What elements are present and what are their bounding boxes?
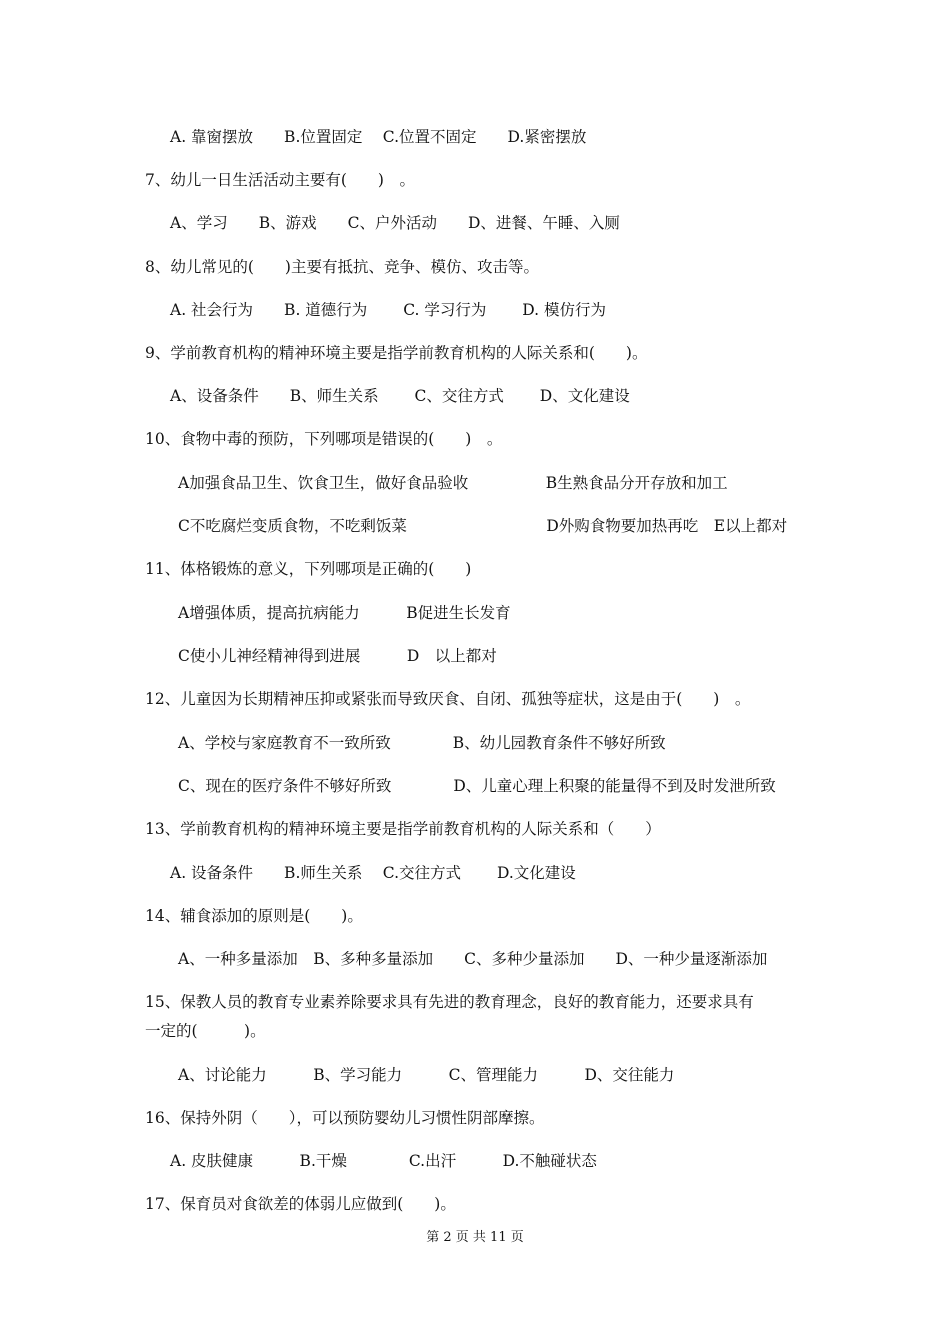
q13-options: A. 设备条件 B.师生关系 C.交往方式 D.文化建设: [170, 864, 576, 882]
q15-question-2: 一定的( )。: [145, 1022, 266, 1040]
q10-question: 10、食物中毒的预防，下列哪项是错误的( ) 。: [145, 430, 503, 448]
q16-options: A. 皮肤健康 B.干燥 C.出汗 D.不触碰状态: [170, 1152, 597, 1170]
q6-options: A. 靠窗摆放 B.位置固定 C.位置不固定 D.紧密摆放: [170, 128, 587, 146]
q8-question: 8、幼儿常见的( )主要有抵抗、竞争、模仿、攻击等。: [145, 258, 539, 276]
q7-options: A、学习 B、游戏 C、户外活动 D、进餐、午睡、入厕: [170, 214, 620, 232]
q10-options-2: C不吃腐烂变质食物，不吃剩饭菜 D外购食物要加热再吃 E以上都对: [178, 517, 788, 535]
q17-question: 17、保育员对食欲差的体弱儿应做到( )。: [145, 1195, 456, 1213]
q16-question: 16、保持外阴（ ），可以预防婴幼儿习惯性阴部摩擦。: [145, 1109, 545, 1127]
q12-question: 12、儿童因为长期精神压抑或紧张而导致厌食、自闭、孤独等症状，这是由于( ) 。: [145, 690, 751, 708]
q11-options-1: A增强体质，提高抗病能力 B促进生长发育: [178, 604, 511, 622]
q10-options-1: A加强食品卫生、饮食卫生，做好食品验收 B生熟食品分开存放和加工: [178, 474, 728, 492]
q11-options-2: C使小儿神经精神得到进展 D 以上都对: [178, 647, 497, 665]
q8-options: A. 社会行为 B. 道德行为 C. 学习行为 D. 模仿行为: [170, 301, 607, 319]
q9-options: A、设备条件 B、师生关系 C、交往方式 D、文化建设: [170, 387, 630, 405]
q15-options: A、讨论能力 B、学习能力 C、管理能力 D、交往能力: [178, 1066, 675, 1084]
q9-question: 9、学前教育机构的精神环境主要是指学前教育机构的人际关系和( )。: [145, 344, 648, 362]
q12-options-2: C、现在的医疗条件不够好所致 D、儿童心理上积聚的能量得不到及时发泄所致: [178, 777, 776, 795]
q13-question: 13、学前教育机构的精神环境主要是指学前教育机构的人际关系和（ ）: [145, 820, 661, 838]
q14-question: 14、辅食添加的原则是( )。: [145, 907, 363, 925]
q12-options-1: A、学校与家庭教育不一致所致 B、幼儿园教育条件不够好所致: [178, 734, 666, 752]
q15-question-1: 15、保教人员的教育专业素养除要求具有先进的教育理念，良好的教育能力，还要求具有: [145, 993, 754, 1011]
q11-question: 11、体格锻炼的意义，下列哪项是正确的( ): [145, 560, 472, 578]
q14-options: A、一种多量添加 B、多种多量添加 C、多种少量添加 D、一种少量逐渐添加: [178, 950, 768, 968]
page-number-footer: 第 2 页 共 11 页: [426, 1230, 524, 1245]
q7-question: 7、幼儿一日生活活动主要有( ) 。: [145, 171, 415, 189]
